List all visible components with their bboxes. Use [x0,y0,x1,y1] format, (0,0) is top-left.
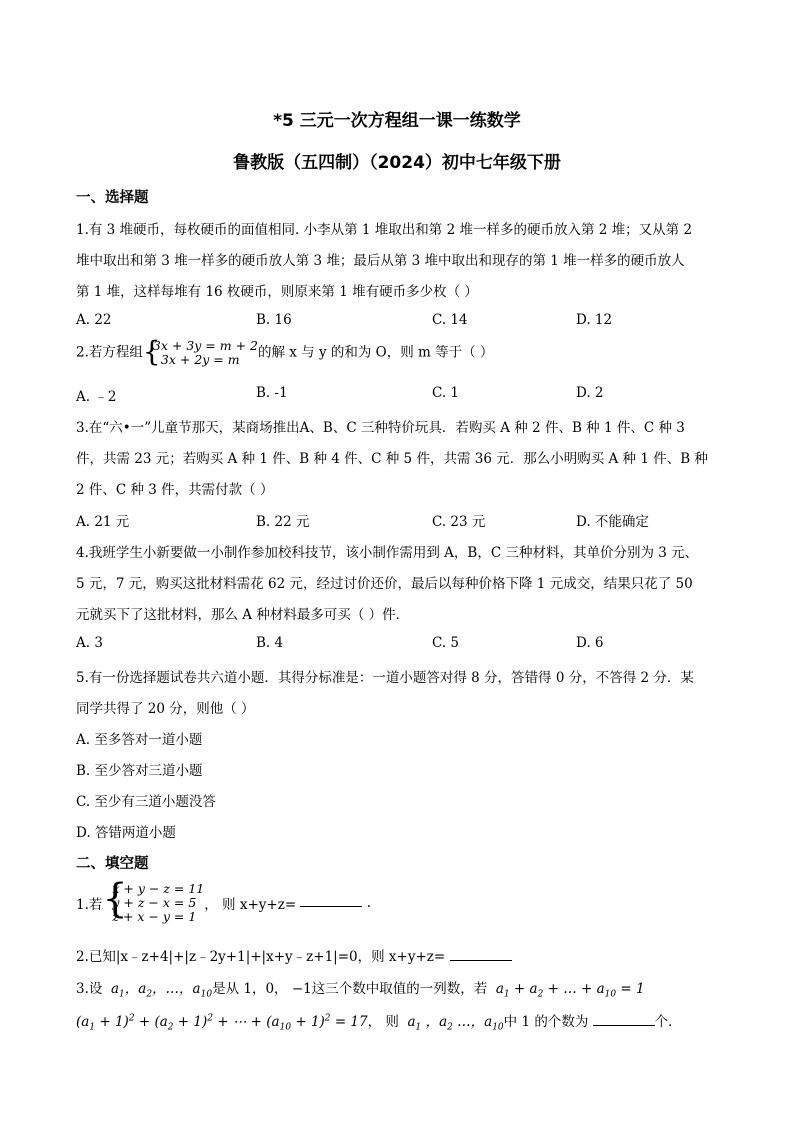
q4-option-b: B. 4 [256,635,284,651]
f3-square-sum: $(a_1 + 1)^2 + (a_2 + 1)^2$ + ⋯ + $(a_{10} + 1)^2 = 17$ [76,1013,368,1033]
section-heading-fill: 二、填空题 [76,856,149,872]
q2-prefix: 2.若方程组 [76,344,143,361]
q1-option-d: D. 12 [576,312,613,328]
f3-sum-condition: $a_1 + a_2$ + … + $a_{10} = 1$ [491,981,645,1000]
f2-stem [76,945,726,965]
f3-line-1 [76,977,726,1000]
q1-option-c: C. 14 [432,312,468,328]
f3-prefix: 3.设 [76,981,103,997]
q5-option-a: A. 至多答对一道小题 [76,732,203,748]
f1-stem [76,876,726,924]
q1-option-b: B. 16 [256,312,292,328]
q5-option-b: B. 至少答对三道小题 [76,763,203,779]
q3-line-1: 3.在“六•一”儿童节那天，某商场推出A、B、C 三种特价玩具．若购买 A 种 2 件、B 种 1 件、C 种 3 [76,420,685,436]
f3-line-2 [76,1010,726,1033]
q5-option-c: C. 至少有三道小题没答 [76,794,216,810]
q4-line-1: 4.我班学生小新要做一小制作参加校科技节，该小制作需用到 A，B，C 三种材料，其单价分别为 3 元、 [76,545,699,561]
f1-eq-2: y + z − x = 5 [112,895,197,910]
f3-term-list: $a_1$ ，$a_2$ …，$a_{10}$ [403,1014,504,1033]
f1-eq-3: z + x − y = 1 [112,909,197,924]
q5-line-1: 5.有一份选择题试卷共六道小题．其得分标准是：一道小题答对得 8 分，答错得 0 分，不答得 2 分．某 [76,670,694,686]
f1-end: . [366,895,372,911]
q4-line-2: 5 元，7 元，购买这批材料需花 62 元，经过讨价还价，最后以每种价格下降 1 元成交，结果只花了 50 [76,576,693,592]
q3-option-b: B. 22 元 [256,514,310,530]
f1-suffix: ， 则 x+y+z= [204,897,297,913]
q1-line-1: 1.有 3 堆硬币，每枚硬币的面值相同. 小李从第 1 堆取出和第 2 堆一样多的硬币放入第 2 堆；又从第 2 [76,222,693,238]
f3-line2-end: 个． [654,1014,682,1030]
q2-option-c: C. 1 [432,385,460,401]
q5-line-2: 同学共得了 20 分，则他（ ） [76,701,255,717]
page-subtitle: 鲁教版（五四制）（2024）初中七年级下册 [233,153,561,173]
f3-line2-mid: ， 则 [367,1014,399,1030]
q2-eq-2: 3x + 2y = m [160,352,240,367]
q2-equation-system: { 3x + 3y = m + 2 3x + 2y = m [142,335,258,368]
q4-option-c: C. 5 [432,635,460,651]
f3-sequence-terms: $a_1$，$a_2$，…，$a_{10}$ [106,981,213,1000]
q2-eq-1: 3x + 3y = m + 2 [152,338,258,353]
q4-option-a: A. 3 [76,635,103,651]
q2-stem [76,335,726,368]
f1-prefix: 1.若 [76,897,103,913]
section-heading-choice: 一、选择题 [76,190,149,206]
q2-option-a: A. ﹣2 [76,389,117,405]
q2-option-b: B. -1 [256,385,288,401]
f3-line1-mid: 是从 1，0， −1这三个数中取值的一列数，若 [212,981,488,997]
f3-answer-blank[interactable] [593,1013,655,1026]
q1-option-a: A. 22 [76,312,112,328]
q3-option-a: A. 21 元 [76,514,130,530]
q2-option-d: D. 2 [576,385,604,401]
f3-line2-suffix: 中 1 的个数为 [503,1014,589,1030]
f2-answer-blank[interactable] [450,948,512,961]
f1-eq-1: x + y − z = 11 [112,881,205,896]
q1-line-2: 堆中取出和第 3 堆一样多的硬币放人第 3 堆；最后从第 3 堆中取出和现存的第 1 堆一样多的硬币放人 [76,253,685,269]
q3-option-c: C. 23 元 [432,514,486,530]
q3-line-2: 件，共需 23 元；若购买 A 种 1 件、B 种 4 件、C 种 5 件，共需 36 元．那么小明购买 A 种 1 件、B 种 [76,451,708,467]
f1-answer-blank[interactable] [300,894,362,907]
page-title: *5 三元一次方程组一课一练数学 [273,111,521,131]
q4-line-3: 元就买下了这批材料，那么 A 种材料最多可买（ ）件． [76,607,410,623]
f2-text: 2.已知|x﹣z+4|+|z﹣2y+1|+|x+y﹣z+1|=0，则 x+y+z= [76,949,446,965]
q2-suffix: 的解 x 与 y 的和为 O，则 m 等于（ ） [257,344,494,361]
q1-line-3: 第 1 堆，这样每堆有 16 枚硬币，则原来第 1 堆有硬币多少枚（ ） [76,284,478,300]
q3-option-d: D. 不能确定 [576,514,649,530]
f1-equation-system: { x + y − z = 11 y + z − x = 5 z + x − y = 1 [102,876,205,924]
q3-line-3: 2 件、C 种 3 件，共需付款（ ） [76,482,274,498]
q4-option-d: D. 6 [576,635,604,651]
q5-option-d: D. 答错两道小题 [76,825,176,841]
